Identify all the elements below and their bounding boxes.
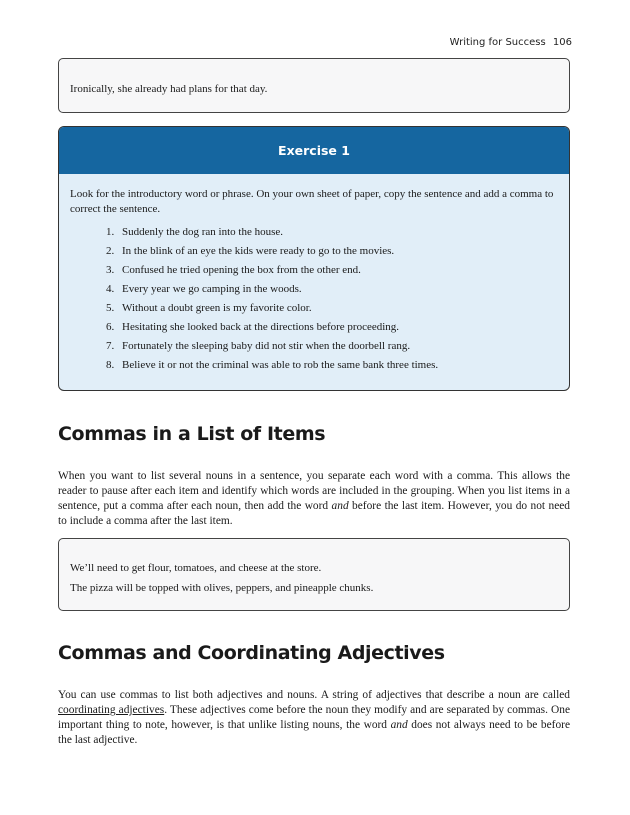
example-box-list	[58, 538, 570, 611]
item-text: Every year we go camping in the woods.	[122, 283, 302, 295]
running-header	[450, 37, 572, 48]
item-number: 3.	[106, 264, 115, 276]
item-number: 7.	[106, 340, 115, 352]
item-number: 6.	[106, 321, 115, 333]
exercise-instructions: Look for the introductory word or phrase. On your own sheet of paper, copy the sentence and add a comma to correct the sentence.	[70, 188, 554, 215]
example-sentence: Ironically, she already had plans for that day.	[70, 83, 268, 95]
item-text: Hesitating she looked back at the directions before proceeding.	[122, 321, 400, 333]
item-number: 8.	[106, 359, 115, 371]
example-sentence: The pizza will be topped with olives, peppers, and pineapple chunks.	[70, 582, 374, 594]
item-text: Fortunately the sleeping baby did not stir when the doorbell rang.	[122, 340, 411, 352]
exercise-box	[58, 126, 570, 391]
exercise-body	[59, 174, 569, 377]
list-item	[70, 244, 558, 263]
list-item	[70, 320, 558, 339]
paragraph-text: When you want to list several nouns in a sentence, you separate each word with a comma. This allows the reader to pause after each item and identify which words are included in the grouping. When you list items in a sentence, put a comma after each noun, then add the word	[58, 470, 570, 512]
list-item	[70, 225, 558, 244]
item-text: Confused he tried opening the box from the other end.	[122, 264, 361, 276]
section-heading-list-of-items: Commas in a List of Items	[58, 423, 326, 445]
book-title: Writing for Success	[449, 37, 546, 48]
item-number: 1.	[106, 226, 115, 238]
list-item	[70, 358, 558, 377]
paragraph-coordinating-adjectives	[58, 688, 570, 748]
list-item	[70, 339, 558, 358]
item-number: 4.	[106, 283, 115, 295]
list-item	[70, 282, 558, 301]
emphasis-text: and	[390, 719, 408, 731]
example-box-top	[58, 58, 570, 113]
item-text: Believe it or not the criminal was able to rob the same bank three times.	[122, 359, 439, 371]
list-item	[70, 263, 558, 282]
example-sentence: We’ll need to get flour, tomatoes, and cheese at the store.	[70, 562, 322, 574]
item-text: Without a doubt green is my favorite color.	[122, 302, 312, 314]
item-number: 2.	[106, 245, 115, 257]
item-number: 5.	[106, 302, 115, 314]
section-heading-coordinating-adjectives: Commas and Coordinating Adjectives	[58, 642, 445, 664]
list-item	[70, 301, 558, 320]
item-text: In the blink of an eye the kids were ready to go to the movies.	[122, 245, 395, 257]
paragraph-text: does not always need to be before the last adjective.	[58, 719, 570, 746]
paragraph-text: before the last item. However, you do not need to include a comma after the last item.	[58, 500, 570, 527]
emphasis-text: and	[331, 500, 349, 512]
paragraph-list-of-items	[58, 469, 570, 529]
glossary-link[interactable]: coordinating adjectives	[58, 704, 165, 716]
page-number: 106	[552, 37, 572, 48]
paragraph-text: You can use commas to list both adjectives and nouns. A string of adjectives that describe a noun are called	[58, 689, 570, 701]
item-text: Suddenly the dog ran into the house.	[122, 226, 284, 238]
exercise-title: Exercise 1	[59, 127, 569, 174]
exercise-list	[70, 225, 558, 377]
paragraph-text: . These adjectives come before the noun they modify and are separated by commas. One important thing to note, however, is that unlike listing nouns, the word	[58, 704, 570, 731]
